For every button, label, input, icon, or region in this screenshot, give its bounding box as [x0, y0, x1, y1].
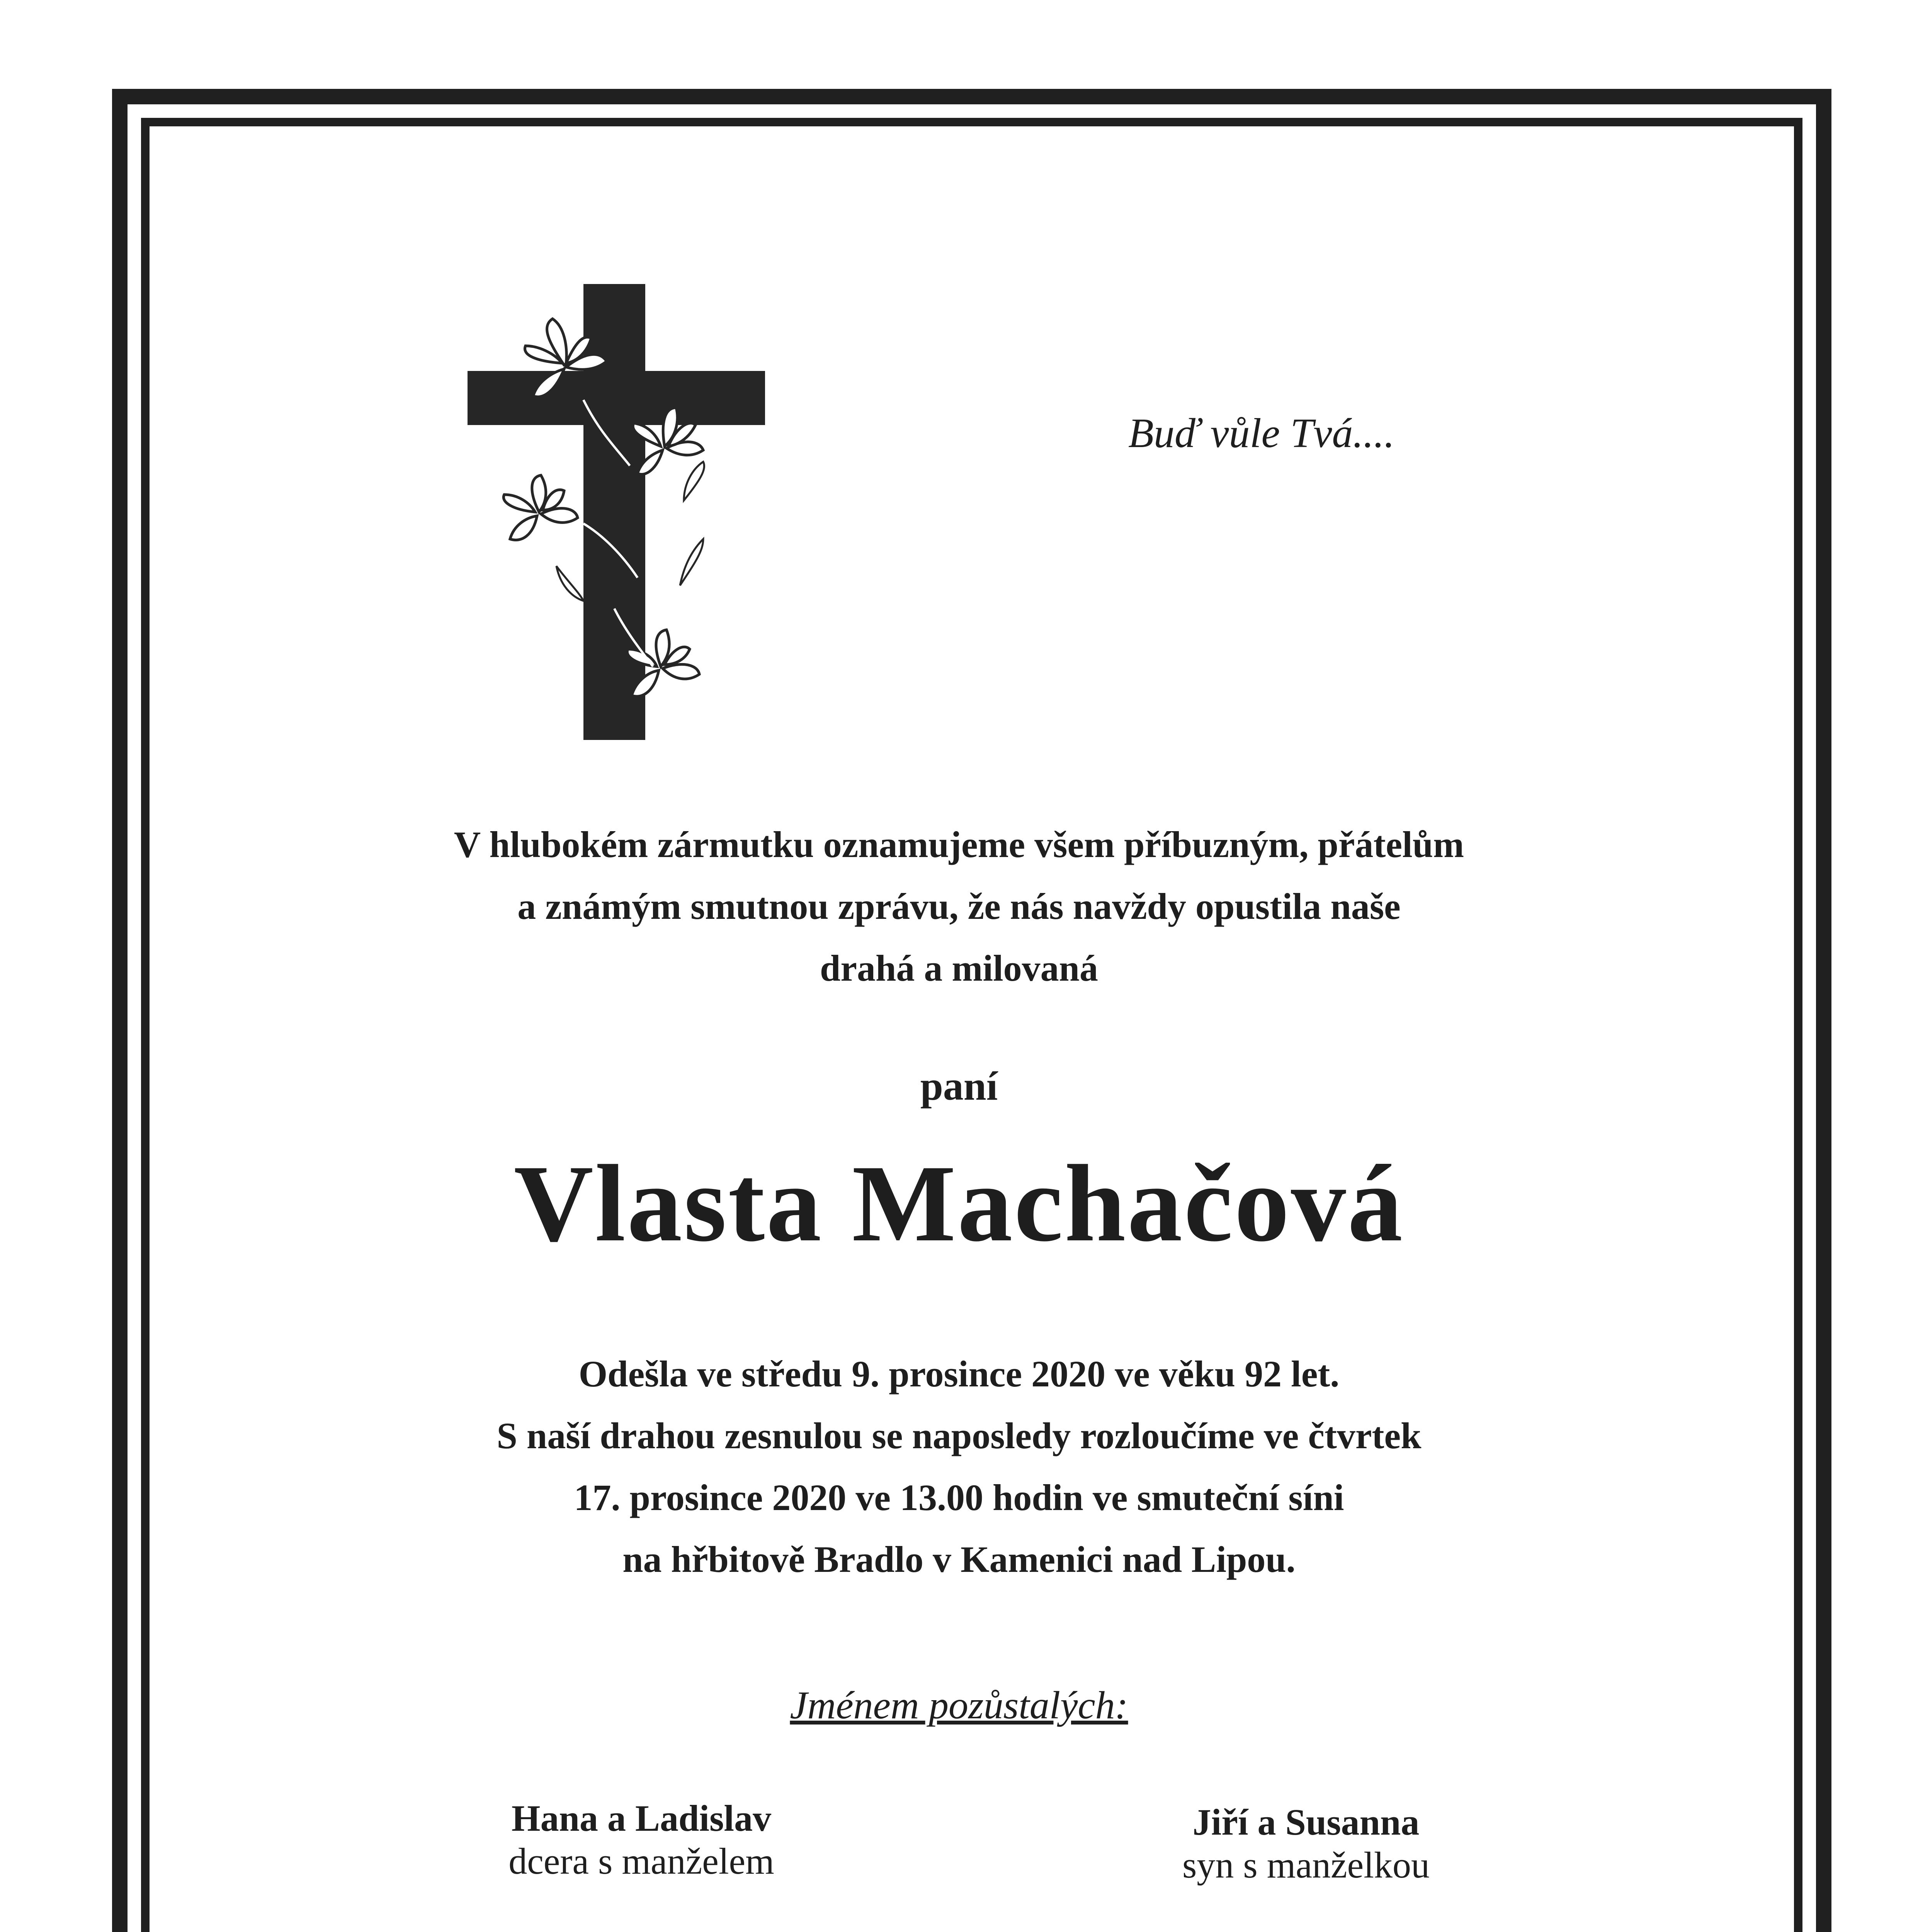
- details-line-1: Odešla ve středu 9. prosince 2020 ve věku 92 let.: [578, 1353, 1340, 1395]
- deceased-name: Vlasta Machačová: [514, 1142, 1404, 1264]
- mourner-relation: dcera s manželem: [508, 1840, 774, 1882]
- announcement-line-1: V hlubokém zármutku oznamujeme všem příbuzným, přátelům: [454, 824, 1464, 865]
- mourner-son: [1036, 1801, 1576, 1886]
- motto: Buď vůle Tvá....: [1128, 410, 1395, 456]
- mourner-names: Jiří a Susanna: [1192, 1801, 1420, 1843]
- mourner-relation: syn s manželkou: [1182, 1844, 1430, 1886]
- announcement-line-3: drahá a milovaná: [820, 947, 1098, 989]
- cross-with-lilies-icon: [468, 284, 765, 740]
- details-line-4: na hřbitově Bradlo v Kamenici nad Lipou.: [622, 1539, 1296, 1580]
- details-line-3: 17. prosince 2020 ve 13.00 hodin ve smuteční síni: [574, 1477, 1344, 1518]
- inner-mourning-border: [141, 118, 1802, 1932]
- details-line-2: S naší drahou zesnulou se naposledy rozloučíme ve čtvrtek: [497, 1415, 1421, 1456]
- honorific: paní: [920, 1063, 998, 1109]
- mourner-names: Hana a Ladislav: [511, 1798, 772, 1839]
- mourner-daughter: [371, 1797, 912, 1883]
- on-behalf-label: Jménem pozůstalých:: [790, 1684, 1128, 1727]
- announcement-line-2: a známým smutnou zprávu, že nás navždy opustila naše: [517, 886, 1401, 927]
